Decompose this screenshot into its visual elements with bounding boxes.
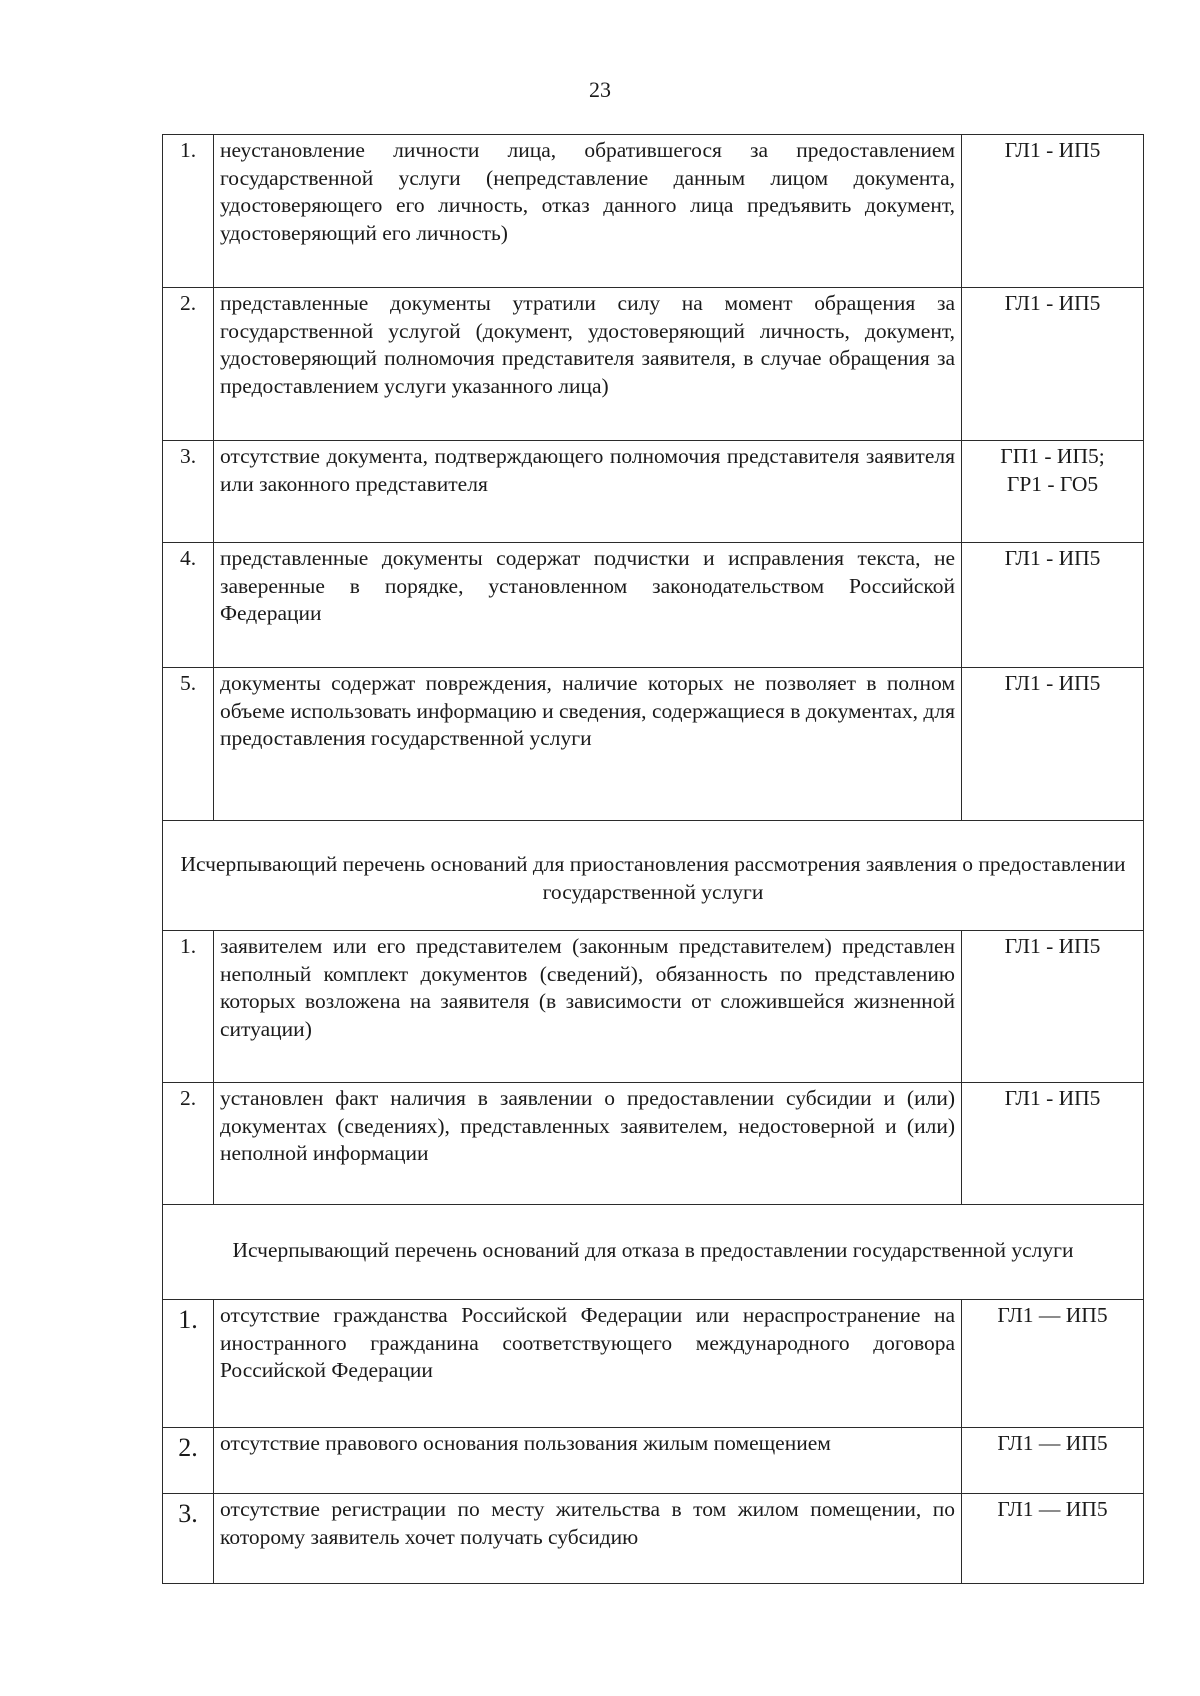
table-row [163, 135, 1144, 288]
table-row [163, 543, 1144, 668]
section-heading-row [163, 1205, 1144, 1300]
code-line: ГЛ1 - ИП5 [1004, 291, 1101, 315]
section-heading-suspension: Исчерпывающий перечень оснований для приостановления рассмотрения заявления о предоставлении государственной услуги [163, 821, 1144, 931]
row-description: документы содержат повреждения, наличие которых не позволяет в полном объеме использовать информацию и сведения, содержащиеся в документах, для предоставления государственной услуги [214, 668, 962, 821]
row-number: 1. [163, 135, 214, 288]
row-description: отсутствие правового основания пользования жилым помещением [214, 1428, 962, 1494]
row-code [962, 288, 1144, 441]
row-code [962, 668, 1144, 821]
code-line: ГЛ1 - ИП5 [1004, 671, 1101, 695]
row-number: 4. [163, 543, 214, 668]
table-row [163, 1083, 1144, 1205]
row-code [962, 931, 1144, 1083]
row-number: 3. [163, 1494, 214, 1584]
code-line: ГЛ1 - ИП5 [1004, 1086, 1101, 1110]
row-description: отсутствие регистрации по месту жительства в том жилом помещении, по которому заявитель хочет получать субсидию [214, 1494, 962, 1584]
table-row [163, 1428, 1144, 1494]
code-line: ГЛ1 — ИП5 [997, 1431, 1108, 1455]
row-number: 2. [163, 1083, 214, 1205]
row-code [962, 543, 1144, 668]
page-number: 23 [589, 77, 611, 102]
table-row [163, 931, 1144, 1083]
code-line: ГЛ1 - ИП5 [1004, 138, 1101, 162]
grounds-table [162, 134, 1144, 1584]
row-description: отсутствие гражданства Российской Федерации или нераспространение на иностранного гражданина соответствующего международного договора Российской Федерации [214, 1300, 962, 1428]
code-line: ГР1 - ГО5 [1006, 471, 1099, 496]
row-description: неустановление личности лица, обратившегося за предоставлением государственной услуги (непредставление данным лицом документа, удостоверяющего его личность, отказ данного лица предъявить документ, удостоверяющий его личность) [214, 135, 962, 288]
row-code [962, 1083, 1144, 1205]
row-number: 1. [163, 931, 214, 1083]
row-description: заявителем или его представителем (законным представителем) представлен неполный комплект документов (сведений), обязанность по представлению которых возложена на заявителя (в зависимости от сложившейся жизненной ситуации) [214, 931, 962, 1083]
table-row [163, 1300, 1144, 1428]
row-description: установлен факт наличия в заявлении о предоставлении субсидии и (или) документах (сведениях), представленных заявителем, недостоверной и (или) неполной информации [214, 1083, 962, 1205]
table-row [163, 288, 1144, 441]
row-code [962, 441, 1144, 543]
code-line: ГЛ1 — ИП5 [997, 1303, 1108, 1327]
row-description: представленные документы утратили силу на момент обращения за государственной услугой (документ, удостоверяющий личность, документ, удостоверяющий полномочия представителя заявителя, в случае обращения за предоставлением услуги указанного лица) [214, 288, 962, 441]
row-description: отсутствие документа, подтверждающего полномочия представителя заявителя или законного представителя [214, 441, 962, 543]
row-number: 2. [163, 288, 214, 441]
row-description: представленные документы содержат подчистки и исправления текста, не заверенные в порядке, установленном законодательством Российской Федерации [214, 543, 962, 668]
code-line: ГЛ1 - ИП5 [1004, 934, 1101, 958]
code-line: ГЛ1 - ИП5 [1004, 546, 1101, 570]
row-code [962, 1428, 1144, 1494]
code-line: ГП1 - ИП5; [1000, 444, 1105, 468]
section-heading-refusal: Исчерпывающий перечень оснований для отказа в предоставлении государственной услуги [163, 1205, 1144, 1300]
row-number: 5. [163, 668, 214, 821]
table-row [163, 668, 1144, 821]
row-number: 3. [163, 441, 214, 543]
row-number: 2. [163, 1428, 214, 1494]
table-row [163, 441, 1144, 543]
row-code [962, 1494, 1144, 1584]
table-row [163, 1494, 1144, 1584]
code-line: ГЛ1 — ИП5 [997, 1497, 1108, 1521]
row-code [962, 1300, 1144, 1428]
row-code [962, 135, 1144, 288]
section-heading-row [163, 821, 1144, 931]
row-number: 1. [163, 1300, 214, 1428]
